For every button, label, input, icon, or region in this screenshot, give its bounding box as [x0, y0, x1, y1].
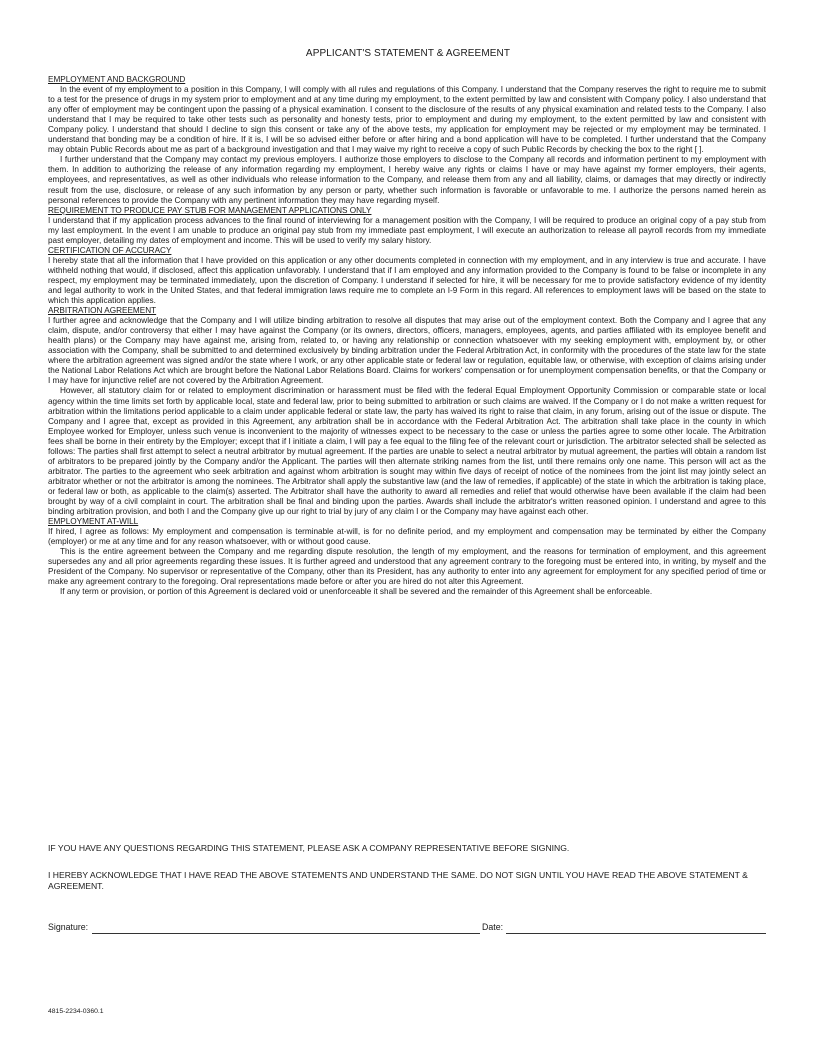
paragraph: I understand that if my application process advances to the final round of interviewing for a management position with the Company, I will be required to produce an original copy of a pay stub from my last employment. In the event I am unable to produce an original pay stub from my immediate past employment, I will execute an authorization to release all payroll records from my immediate past employer, detailing my dates of employment and income. This will be used to verify my salary history.	[48, 215, 766, 245]
document-body	[48, 75, 766, 597]
date-label: Date:	[482, 922, 504, 932]
document-title: APPLICANT'S STATEMENT & AGREEMENT	[305, 48, 511, 59]
paragraph: I further understand that the Company may contact my previous employers. I authorize those employers to disclose to the Company all records and information pertinent to my employment with them. In addition to authorizing the release of any information regarding my employment, I hereby waive any rights or claims I have or may have against my former employers, their agents, employees, and representatives, as well as other individuals who release information to the Company, and release them from any and all liability, claims, or damages that may directly or indirectly result from the use, disclosure, or release of any such information by any person or party, whether such information is favorable or unfavorable to me. I authorize the persons named herein as personal references to provide the Company with any pertinent information they may have regarding myself.	[48, 155, 766, 205]
paragraph: If hired, I agree as follows: My employment and compensation is terminable at-will, is for no definite period, and my employment and compensation may be terminated by either the Company (employer) or me at any time and for any reason whatsoever, with or without good cause.	[48, 527, 766, 547]
signature-label: Signature:	[48, 922, 89, 932]
paragraph: If any term or provision, or portion of this Agreement is declared void or unenforceable it shall be severed and the remainder of this Agreement shall be enforceable.	[60, 587, 653, 597]
questions-notice: IF YOU HAVE ANY QUESTIONS REGARDING THIS STATEMENT, PLEASE ASK A COMPANY REPRESENTATIVE BEFORE SIGNING.	[48, 843, 570, 853]
signature-row	[48, 922, 768, 936]
paragraph: I further agree and acknowledge that the Company and I will utilize binding arbitration to resolve all disputes that may arise out of the employment context. Both the Company and I agree that any claim, dispute, and/or controversy that either I may have against the Company (or its owners, directors, officers, managers, employees, agents, and parties affiliated with its employee benefit and health plans) or the Company may have against me, arising from, related to, or having any relationship or connection whatsoever with my seeking employment with, employment by, or other association with the Company, shall be submitted to and determined exclusively by binding arbitration under the Federal Arbitration Act, in conformity with the procedures of the state law for the state where the arbitration agreement was signed and/or the state where I work, or any other applicable state or federal law or regulation, equitable law, or otherwise, with exception of claims arising under the National Labor Relations Act which are brought before the National Labor Relations Board. Claims for workers' compensation or for unemployment compensation benefits, or that the Company or I may have for injunctive relief are not covered by the Arbitration Agreement.	[48, 316, 766, 386]
paragraph: In the event of my employment to a position in this Company, I will comply with all rules and regulations of this Company. I understand that the Company reserves the right to require me to submit to a test for the presence of drugs in my system prior to employment and at any time during my employment, to the extent permitted by law and consistent with Company policy. I also understand that any offer of employment may be contingent upon the passing of a physical examination. I consent to the disclosure of the results of any physical examination and related tests to the Company. I also understand that I may be required to take other tests such as personality and honesty tests, prior to employment and during my employment, to the extent permitted by law and consistent with Company policy. I understand that should I decline to sign this consent or take any of the above tests, my application for employment may be rejected or my employment may be terminated. I understand that bonding may be a condition of hire. If it is, I will be so advised either before or after hiring and a bond application will have to be completed. I further understand that the Company may obtain Public Records about me as part of a background investigation and that I may waive my right to receive a copy of such Public Records by checking the box to the right [ ].	[48, 85, 766, 155]
section-heading-certification: CERTIFICATION OF ACCURACY	[48, 245, 172, 255]
section-heading-pay-stub: REQUIREMENT TO PRODUCE PAY STUB FOR MANAGEMENT APPLICATIONS ONLY	[48, 205, 372, 215]
paragraph: However, all statutory claim for or related to employment discrimination or harassment must be filed with the federal Equal Employment Opportunity Commission or comparable state or local agency within the time limits set forth by applicable local, state and federal law, prior to being submitted to arbitration or such claims are waived. If the Company or I do not make a written request for arbitration within the limitations period applicable to a claim under applicable federal or state law, the party has waived its right to raise that claim, in any forum, arising out of the issue or dispute. The Company and I agree that, except as provided in this Agreement, any arbitration shall be in accordance with the Federal Arbitration Act. The arbitration shall take place in the county in which Employee worked for Employer, unless such venue is inconvenient to the majority of witnesses expect to be necessary to the case or unless the parties agree to some other locale. The Arbitration fees shall be borne in their entirety by the Employer; except that if I initiate a claim, I will pay a fee equal to the filing fee of the relevant court or jurisdiction. The arbitrator selected shall be selected as follows: The parties shall first attempt to select a neutral arbitrator by mutual agreement. If the parties are unable to select a neutral arbitrator by mutual agreement, the parties will obtain a random list of arbitrators to be prepared jointly by the Company and/or the Applicant. The parties will then alternate striking names from the list, until there remains only one name. This person will act as the arbitrator. The parties to the agreement who seek arbitration and against whom arbitration is sought may within five days of receipt of notice of the nominees from the joint list may jointly select an arbitrator whether or not the arbitrator is among the nominees. The Arbitrator shall apply the substantive law (and the law of remedies, if applicable) of the state in which the arbitration is taking place, or federal law or both, as applicable to the claim(s) asserted. The Arbitrator shall have the authority to award all remedies and relief that would otherwise have been available if the claim had been brought by way of a civil complaint in court. The arbitration shall be final and binding upon the parties. Awards shall include the arbitrator's written reasoned opinion. I understand and agree to this binding arbitration provision, and both I and the Company give up our right to trial by jury of any claim I or the Company may have against each other.	[48, 386, 766, 517]
paragraph: I hereby state that all the information that I have provided on this application or any other documents completed in connection with my employment, and in any interview is true and accurate. I have withheld nothing that would, if disclosed, affect this application unfavorably. I understand that if I am employed and any information provided to the Company is found to be false or incomplete in any respect, my employment may be terminated immediately, upon the discretion of Company. I understand if selected for hire, it will be necessary for me to provide satisfactory evidence of my identity and legal authority to work in the United States, and that federal immigration laws require me to complete an I-9 Form in this regard. All references to employment laws will be based on the state to which this application applies.	[48, 255, 766, 306]
section-heading-at-will: EMPLOYMENT AT-WILL	[48, 517, 139, 527]
section-heading-arbitration: ARBITRATION AGREEMENT	[48, 306, 157, 316]
signature-field[interactable]	[92, 933, 480, 934]
form-number: 4815-2234-0360.1	[48, 1008, 104, 1015]
acknowledgement-notice: I HEREBY ACKNOWLEDGE THAT I HAVE READ THE ABOVE STATEMENTS AND UNDERSTAND THE SAME. DO NOT SIGN UNTIL YOU HAVE READ THE ABOVE STATEMENT & AGREEMENT.	[48, 870, 748, 891]
paragraph: This is the entire agreement between the Company and me regarding dispute resolution, the length of my employment, and the reasons for termination of employment, and this agreement supersedes any and all prior agreements regarding these issues. It is further agreed and understood that any agreement contrary to the foregoing must be entered into, in writing, by myself and the President of the Company. No supervisor or representative of the Company, other than its President, has any authority to enter into any agreement for employment for any specified period of time or make any agreement contrary to the foregoing. Oral representations made before or after you are hired do not alter this Agreement.	[48, 547, 766, 587]
section-heading-employment-background: EMPLOYMENT AND BACKGROUND	[48, 75, 186, 84]
date-field[interactable]	[506, 933, 766, 934]
document-page	[48, 0, 768, 1056]
